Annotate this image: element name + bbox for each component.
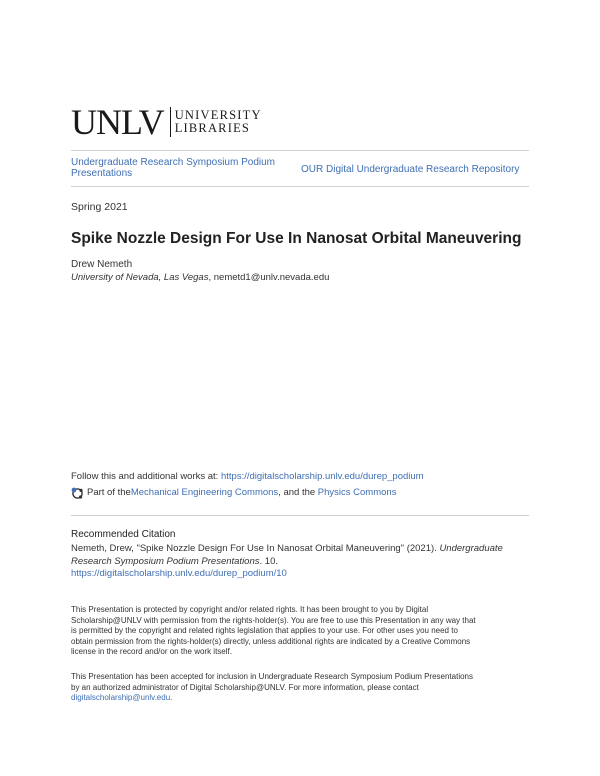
part-of-prefix: Part of the [87, 487, 131, 499]
rights-statement [71, 605, 541, 658]
follow-line [71, 471, 424, 484]
author-affiliation: University of Nevada, Las Vegas [71, 272, 209, 283]
unlv-libraries-logo [71, 102, 262, 142]
rights-line: license in the record and/or on the work itself. [71, 647, 232, 656]
logo-divider [170, 107, 171, 137]
top-divider [71, 150, 529, 151]
rights-line: Scholarship@UNLV with permission from the rights-holder(s). You are free to use this Presentation in any way that [71, 615, 476, 625]
author-affiliation-line [71, 272, 329, 283]
follow-url-link[interactable]: https://digitalscholarship.unlv.edu/durep_podium [220, 471, 424, 482]
logo-libraries-text [175, 109, 262, 135]
network-icon [71, 487, 84, 500]
logo-line-university: UNIVERSITY [174, 108, 262, 122]
repository-link[interactable]: OUR Digital Undergraduate Research Repository [301, 164, 520, 175]
publication-date: Spring 2021 [71, 201, 128, 213]
rights-line: This Presentation is protected by copyright and/or related rights. It has been brought to you by Digital [71, 605, 429, 614]
part-of-line [71, 487, 396, 500]
citation-series-2: Research Symposium Podium Presentations [71, 555, 260, 567]
mechanical-engineering-commons-link[interactable]: Mechanical Engineering Commons [130, 487, 279, 499]
author-name: Drew Nemeth [71, 259, 133, 270]
citation-heading: Recommended Citation [71, 529, 176, 540]
citation-block [71, 543, 531, 581]
acceptance-line-1: This Presentation has been accepted for inclusion in Undergraduate Research Symposium Podium Presentations [71, 672, 473, 681]
author-email: nemetd1@unlv.nevada.edu [213, 272, 330, 283]
acceptance-line-3 [71, 693, 541, 704]
citation-series-1: Undergraduate [439, 543, 503, 554]
logo-unlv-text: UNLV [71, 102, 164, 142]
citation-number: . 10. [259, 555, 279, 567]
collection-link[interactable]: Undergraduate Research Symposium Podium Presentations [71, 157, 275, 179]
contact-email-link[interactable]: digitalscholarship@unlv.edu [71, 693, 171, 702]
rights-line: obtain permission from the rights-holder(s) directly, unless additional rights are indicated by a Creative Commons [71, 636, 471, 646]
acceptance-end: . [170, 693, 173, 702]
logo-line-libraries: LIBRARIES [174, 121, 251, 135]
physics-commons-link[interactable]: Physics Commons [317, 487, 397, 499]
citation-url-link[interactable]: https://digitalscholarship.unlv.edu/durep_podium/10 [71, 568, 287, 579]
follow-text: Follow this and additional works at: [71, 471, 221, 482]
acceptance-line-2: by an authorized administrator of Digital Scholarship@UNLV. For more information, please contact [71, 682, 419, 692]
citation-text: Nemeth, Drew, "Spike Nozzle Design For Use In Nanosat Orbital Maneuvering" (2021). [71, 543, 440, 554]
nav-divider [71, 186, 529, 187]
part-of-mid: , and the [278, 487, 318, 499]
acceptance-statement [71, 672, 541, 704]
email-separator: , [208, 272, 214, 283]
citation-divider [71, 515, 529, 516]
rights-line: is permitted by the copyright and related rights legislation that applies to your use. For other uses you need to [71, 626, 458, 635]
page-title: Spike Nozzle Design For Use In Nanosat Orbital Maneuvering [71, 230, 522, 247]
